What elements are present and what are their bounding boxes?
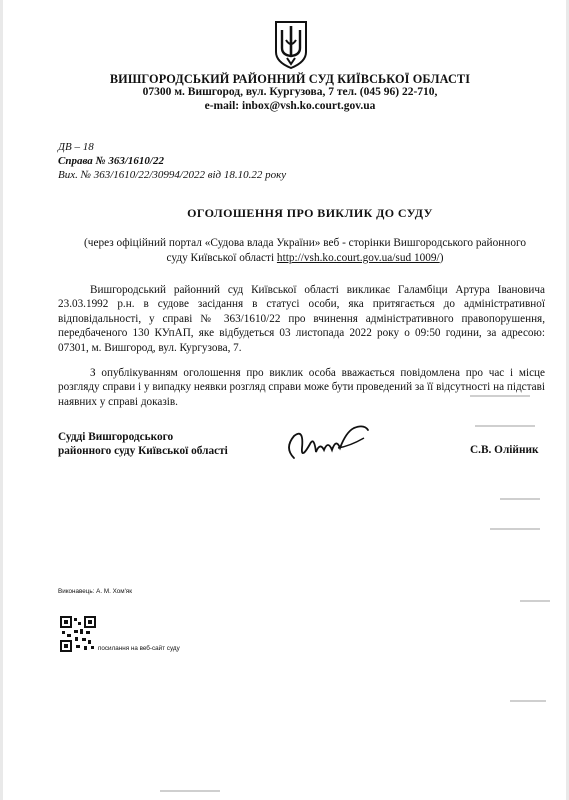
court-email: e-mail: inbox@vsh.ko.court.gov.ua [204,100,376,112]
case-number: Справа № 363/1610/22 [58,155,164,167]
notice-body-2 [58,366,545,409]
notice-body [58,283,545,355]
outgoing-number: Вих. № 363/1610/22/30994/2022 від 18.10.22 року [58,169,287,181]
subtitle-prefix: суду Київської області [166,252,277,264]
consequences-paragraph: З опублікуванням оголошення про виклик особа вважається повідомлена про час і місце розгляду справи і у випадку неявки розгляд справи може бути проведений за її відсутності на підставі наявних у справі доказів. [58,367,545,408]
judge-name: С.В. Олійник [470,444,539,456]
notice-subtitle-line1: (через офіційний портал «Судова влада України» веб - сторінки Вишгородського районного [84,237,526,249]
notice-subtitle-line2 [60,252,550,264]
tryzub-emblem-icon [272,18,310,70]
executor-note: Виконавець: А. М. Хом'як [58,588,132,595]
form-code: ДВ – 18 [58,141,94,153]
judge-position-line1: Судді Вишгородського [58,431,174,443]
handwritten-signature [280,418,375,468]
court-name: ВИШГОРОДСЬКИЙ РАЙОННИЙ СУД КИЇВСЬКОЇ ОБЛАСТІ [109,72,471,86]
summons-paragraph: Вишгородський районний суд Київської області викликає Галамбіци Артура Івановича 23.03.1992 р.н. в судове засідання в статусі особи, яка притягається до адміністративної відповідальності, у справі № 363/1610/22 про вчинення адміністративного правопорушення, передбаченого 130 КУпАП, яке відбудеться 03 листопада 2022 року о 09:50 години, за адресою: 07301, м. Вишгород, вул. Кургузова, 7. [58,284,545,354]
court-address: 07300 м. Вишгород, вул. Кургузова, 7 тел. (045 96) 22-710, [142,86,438,98]
qr-code-icon[interactable] [60,616,96,652]
judge-position-line2: районного суду Київської області [58,445,228,457]
notice-title: ОГОЛОШЕННЯ ПРО ВИКЛИК ДО СУДУ [187,206,433,220]
court-website-link[interactable]: http://vsh.ko.court.gov.ua/sud 1009/ [276,252,440,264]
subtitle-suffix: ) [439,252,444,264]
qr-caption: посилання на веб-сайт суду [98,645,180,652]
judge-position [58,430,228,458]
